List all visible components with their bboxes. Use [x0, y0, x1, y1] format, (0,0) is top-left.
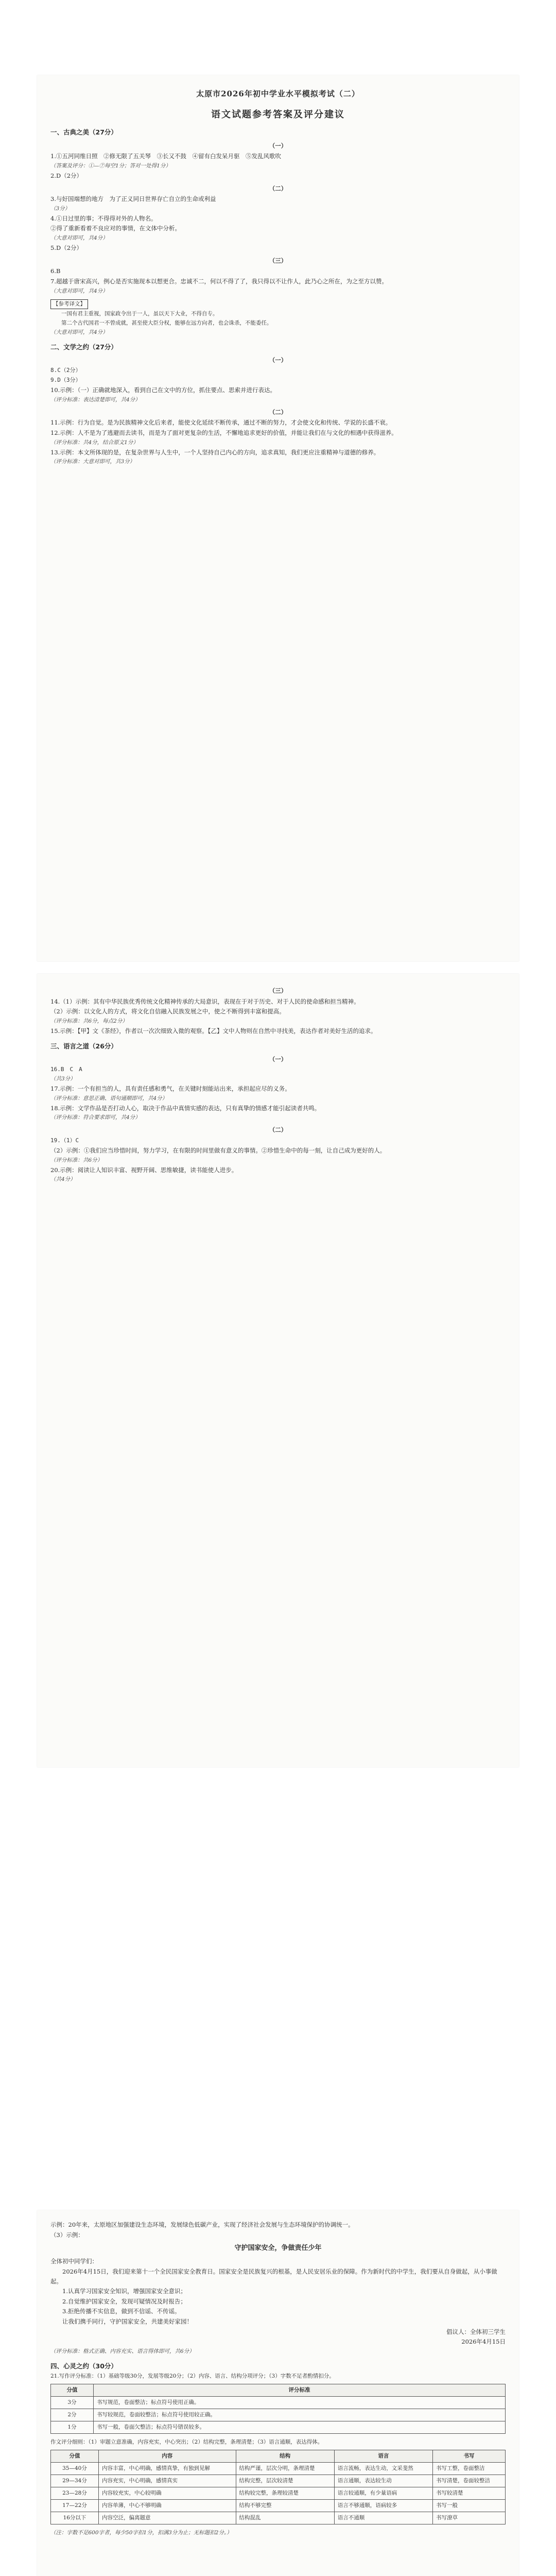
proposal-date: 2026年4月15日: [461, 2338, 506, 2346]
table-cell: 语言不够通顺，语病较多: [334, 2500, 432, 2512]
part-heading: （一）: [269, 356, 287, 364]
scoring-note: （共3分）: [50, 1076, 76, 1082]
table-cell: 内容丰富，中心明确，感情真挚，有独到见解: [99, 2463, 236, 2475]
essay-score-table: [50, 2450, 506, 2524]
part-heading: （一）: [269, 142, 287, 149]
table-cell: 结构较完整，条理较清楚: [236, 2487, 334, 2500]
table-cell: 书写较规范，卷面较整洁；标点符号使用较正确。: [94, 2409, 506, 2421]
scoring-note: （评分标准：共6分）: [50, 1157, 103, 1163]
table-header: 分值: [51, 2384, 94, 2397]
scoring-note: （评分标准：共4分，结合原文1分）: [50, 439, 138, 446]
writing-criteria: 21.写作评分标准：（1）基础等级30分，发展等级20分；（2）内容、语言、结构分项评分；（3）字数不足者酌情扣分。: [50, 2373, 335, 2380]
table-cell: 语言较通顺，有少量语病: [334, 2487, 432, 2500]
scoring-note: （评分标准：大意对即可，共3分）: [50, 459, 135, 465]
table-cell: 语言流畅，表达生动，文采斐然: [334, 2463, 432, 2475]
table-row: [51, 2487, 506, 2500]
table-row: [51, 2512, 506, 2524]
answer-line: ②得了重新看着不良应对的事情，在文体中分析。: [50, 225, 181, 232]
answer-line: 14.（1）示例：其有中华民族优秀传统文化精神传承的大局意识，表现在于对于历史、对于人民的使命感和担当精神。: [50, 997, 360, 1005]
answer-line: 20.示例：阅读让人知识丰富、视野开阔、思维敏捷，读书能使人进步。: [50, 1166, 238, 1174]
doc-title: 语文试题参考答案及评分建议: [211, 109, 345, 121]
table-cell: 内容单薄，中心不够明确: [99, 2500, 236, 2512]
answer-line: 15.示例：【甲】文《茶经》，作者以一次次细致入微的观察。【乙】文中人物则在自然中寻找美，表达作者对美好生活的追求。: [50, 1027, 377, 1035]
proposal-item: 1.认真学习国家安全知识，增强国家安全意识；: [62, 2287, 186, 2295]
part-heading: （一）: [269, 1055, 287, 1063]
table-cell: 17—22分: [51, 2500, 99, 2512]
scoring-note: （大意对即可，共4分）: [50, 329, 108, 335]
writing-rules: 作文评分细则：（1）审题立意准确，内容充实，中心突出；（2）结构完整，条理清楚；（3）语言通顺，表达得体。: [50, 2439, 323, 2446]
table-row: [51, 2409, 506, 2421]
scoring-note: （评分标准：表达清楚即可，共4分）: [50, 396, 141, 403]
table-header: 内容: [99, 2450, 236, 2463]
table-row: [51, 2500, 506, 2512]
table-header: 评分标准: [94, 2384, 506, 2397]
table-cell: 书写潦草: [432, 2512, 505, 2524]
part-heading: （二）: [269, 408, 287, 416]
table-cell: 2分: [51, 2409, 94, 2421]
table-cell: 书写一般，卷面欠整洁；标点符号错误较多。: [94, 2421, 506, 2434]
table-cell: 1分: [51, 2421, 94, 2434]
answer-line: 7.超越于唐宋高兴，例心是否实施现本以想更合。忠诚不二，何以不得了了，我只得以不让作人，此乃心之所在，为之至方以赞。: [50, 277, 388, 285]
proposal-closing: 让我们携手同行，守护国家安全，共建美好家园！: [62, 2318, 193, 2326]
table-cell: 35—40分: [51, 2463, 99, 2475]
table-cell: 16分以下: [51, 2512, 99, 2524]
table-cell: 内容较充实，中心较明确: [99, 2487, 236, 2500]
scoring-note: （大意对即可，共4分）: [50, 235, 108, 242]
answer-line: 16.B C A: [50, 1066, 82, 1073]
proposal-item: 2.自觉维护国家安全，发现可疑情况及时报告；: [62, 2297, 186, 2305]
scoring-note: （答案及评分：①—⑦每空1分；答对一处得1分）: [50, 162, 171, 169]
scoring-note: （共4分）: [50, 1176, 76, 1183]
table-cell: 内容空泛，偏离题意: [99, 2512, 236, 2524]
answer-line: 1.①五河同维日照 ②修无限了五关琴 ③长又不鼓 ④留有白发呆月驱 ⑤发乱风歌吹: [50, 152, 281, 160]
answer-line: 10.示例：（一）正确就地深入，看到自己在文中的方位，抓住要点、思索并进行表达。: [50, 386, 276, 394]
exam-title: 太原市2026年初中学业水平模拟考试（二）: [196, 89, 360, 98]
proposal-signature: 倡议人：全体初三学生: [446, 2328, 506, 2335]
scoring-note: （评分标准：共6分，每点2分）: [50, 1018, 128, 1024]
answer-line: 3.与好国端想的地方 为了正义同日世界存亡自立的生命或利益: [50, 195, 216, 203]
answer-line: 12.示例：人不是为了逃避而去读书，而是为了面对更复杂的生活，不懈地追求更好的价值，并能让我们在与文化的相遇中获得滋养。: [50, 429, 397, 436]
translation-text: 第二个古代国君一不曾成就，甚至使大臣分权，能够在远方向者，也会诛杀，不能委任。: [61, 319, 272, 326]
translation-text: 一国有君主重视，国家政令出于一人，虽以天下大业，不得自专。: [61, 310, 218, 317]
table-cell: 书写规范，卷面整洁；标点符号使用正确。: [94, 2397, 506, 2409]
table-row: [51, 2421, 506, 2434]
proposal-salutation: 全体初中同学们：: [50, 2258, 98, 2265]
scoring-note: （注：字数不足600字者，每少50字扣1分，扣满3分为止；无标题扣2分。）: [50, 2530, 232, 2536]
table-header: 书写: [432, 2450, 505, 2463]
answer-line: 2.D（2分）: [50, 172, 83, 179]
answer-line: 8.C（2分）: [50, 367, 81, 374]
answer-line: 11.示例：行为自觉。是为民族精神文化后来者，能使文化延续不断传承，通过不断的努力，才会使文化和传统、学说的长盛不衰。: [50, 419, 392, 427]
table-header: 分值: [51, 2450, 99, 2463]
table-cell: 语言通顺，表达较生动: [334, 2475, 432, 2487]
table-header: 结构: [236, 2450, 334, 2463]
table-cell: 23—28分: [51, 2487, 99, 2500]
answer-page-1: [37, 75, 519, 961]
section-heading: 一、古典之美（27分）: [50, 128, 117, 137]
answer-line: 示例：20年来，太原地区加强建设生态环境，发展绿色低碳产业，实现了经济社会发展与生态环境保护的协调统一。: [50, 2221, 354, 2228]
scoring-note: （评分标准：格式正确、内容充实、语言得体即可，共6分）: [50, 2348, 195, 2354]
table-cell: 内容充实，中心明确，感情真实: [99, 2475, 236, 2487]
answer-line: （2）示例：以文化人的方式，将文化自信融入民族发展之中，使之不断得到丰富和提高。: [50, 1008, 285, 1015]
table-cell: 结构严谨，层次分明，条理清楚: [236, 2463, 334, 2475]
answer-line: 19.（1）C: [50, 1137, 79, 1144]
answer-page-3: [37, 2210, 519, 2576]
answer-line: （2）示例：①我们应当珍惜时间，努力学习，在有限的时间里做有意义的事情。②珍惜生命中的每一刻，让自己成为更好的人。: [50, 1146, 386, 1154]
answer-line: 13.示例：本文所体现的是，在复杂世界与人生中，一个人坚持自己内心的方向，追求真知，我们更应注重精神与道德的修养。: [50, 448, 380, 456]
table-cell: 结构不够完整: [236, 2500, 334, 2512]
table-cell: 29—34分: [51, 2475, 99, 2487]
table-cell: 书写清楚，卷面较整洁: [432, 2475, 505, 2487]
table-cell: 结构完整，层次较清楚: [236, 2475, 334, 2487]
answer-line: 9.D（3分）: [50, 377, 81, 384]
answer-line: 5.D（2分）: [50, 244, 83, 252]
table-cell: 书写一般: [432, 2500, 505, 2512]
proposal-item: 3.拒绝传播不实信息，做到不信谣、不传谣。: [62, 2308, 181, 2315]
proposal-headline: 守护国家安全，争做责任少年: [234, 2244, 322, 2252]
part-heading: （二）: [269, 184, 287, 192]
table-row: [51, 2475, 506, 2487]
handwriting-score-table: [50, 2384, 506, 2434]
table-cell: 3分: [51, 2397, 94, 2409]
answer-line: 6.B: [50, 267, 61, 275]
answer-line: 17.示例：一个有担当的人，具有责任感和勇气，在关键时刻能站出来，承担起应尽的义务。: [50, 1085, 291, 1093]
part-heading: （三）: [269, 987, 287, 994]
scoring-note: （3分）: [50, 205, 71, 212]
answer-line: （3）示例：: [50, 2231, 84, 2239]
table-row: [51, 2397, 506, 2409]
section-heading: 三、语言之道（26分）: [50, 1042, 117, 1050]
scoring-note: （评分标准：符合要求即可，共4分）: [50, 1114, 141, 1121]
scoring-note: （评分标准：意思正确、语句通顺即可，共4分）: [50, 1095, 168, 1101]
part-heading: （三）: [269, 257, 287, 264]
table-cell: 语言不通顺: [334, 2512, 432, 2524]
answer-line: 18.示例：文学作品是否打动人心，取决于作品中真情实感的表达，只有真挚的情感才能引起读者共鸣。: [50, 1104, 321, 1112]
table-cell: 书写较清楚: [432, 2487, 505, 2500]
translation-label: 【参考译文】: [50, 299, 88, 309]
section-heading: 二、文学之约（27分）: [50, 343, 117, 351]
table-cell: 结构混乱: [236, 2512, 334, 2524]
proposal-body: 2026年4月15日，我们迎来第十一个全民国家安全教育日。国家安全是民族复兴的根基，是人民安居乐业的保障。作为新时代的中学生，我们要从自身做起，从小事做起。: [50, 2267, 497, 2285]
section-heading: 四、心灵之约（30分）: [50, 2362, 117, 2370]
part-heading: （二）: [269, 1126, 287, 1134]
table-row: [51, 2463, 506, 2475]
table-header: 语言: [334, 2450, 432, 2463]
scoring-note: （大意对即可，共4分）: [50, 287, 108, 294]
table-cell: 书写工整，卷面整洁: [432, 2463, 505, 2475]
answer-page-2: [37, 974, 519, 1767]
answer-line: 4.①日过里的事；不得得对外的人物名。: [50, 214, 157, 222]
